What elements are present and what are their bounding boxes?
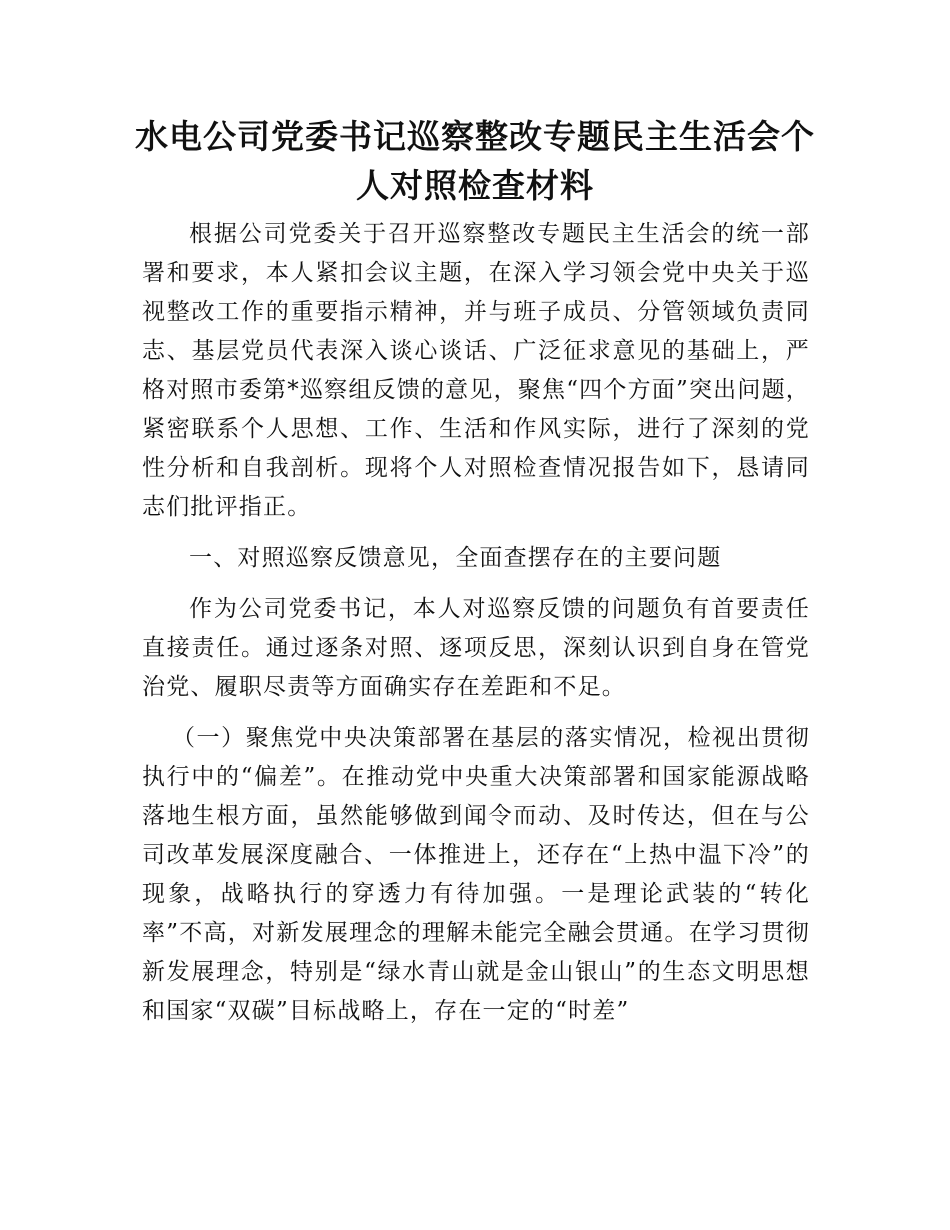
responsibility-paragraph: 作为公司党委书记，本人对巡察反馈的问题负有首要责任直接责任。通过逐条对照、逐项反思，深刻认识到自身在管党治党、履职尽责等方面确实存在差距和不足。	[142, 596, 810, 700]
document-title: 水电公司党委书记巡察整改专题民主生活会个人对照检查材料	[135, 117, 815, 205]
section-heading: 一、对照巡察反馈意见，全面查摆存在的主要问题	[189, 545, 722, 571]
subsection-paragraph: （一）聚焦党中央决策部署在基层的落实情况，检视出贯彻执行中的“偏差”。在推动党中央重大决策部署和国家能源战略落地生根方面，虽然能够做到闻令而动、及时传达，但在与公司改革发展深度融合、一体推进上，还存在“上热中温下冷”的现象，战略执行的穿透力有待加强。一是理论武装的“转化率”不高，对新发展理念的理解未能完全融会贯通。在学习贯彻新发展理念，特别是“绿水青山就是金山银山”的生态文明思想和国家“双碳”目标战略上，存在一定的“时差”	[142, 725, 810, 1024]
document-body	[142, 215, 810, 1031]
intro-paragraph: 根据公司党委关于召开巡察整改专题民主生活会的统一部署和要求，本人紧扣会议主题，在深入学习领会党中央关于巡视整改工作的重要指示精神，并与班子成员、分管领域负责同志、基层党员代表深入谈心谈话、广泛征求意见的基础上，严格对照市委第*巡察组反馈的意见，聚焦“四个方面”突出问题，紧密联系个人思想、工作、生活和作风实际，进行了深刻的党性分析和自我剖析。现将个人对照检查情况报告如下，恳请同志们批评指正。	[142, 221, 810, 520]
